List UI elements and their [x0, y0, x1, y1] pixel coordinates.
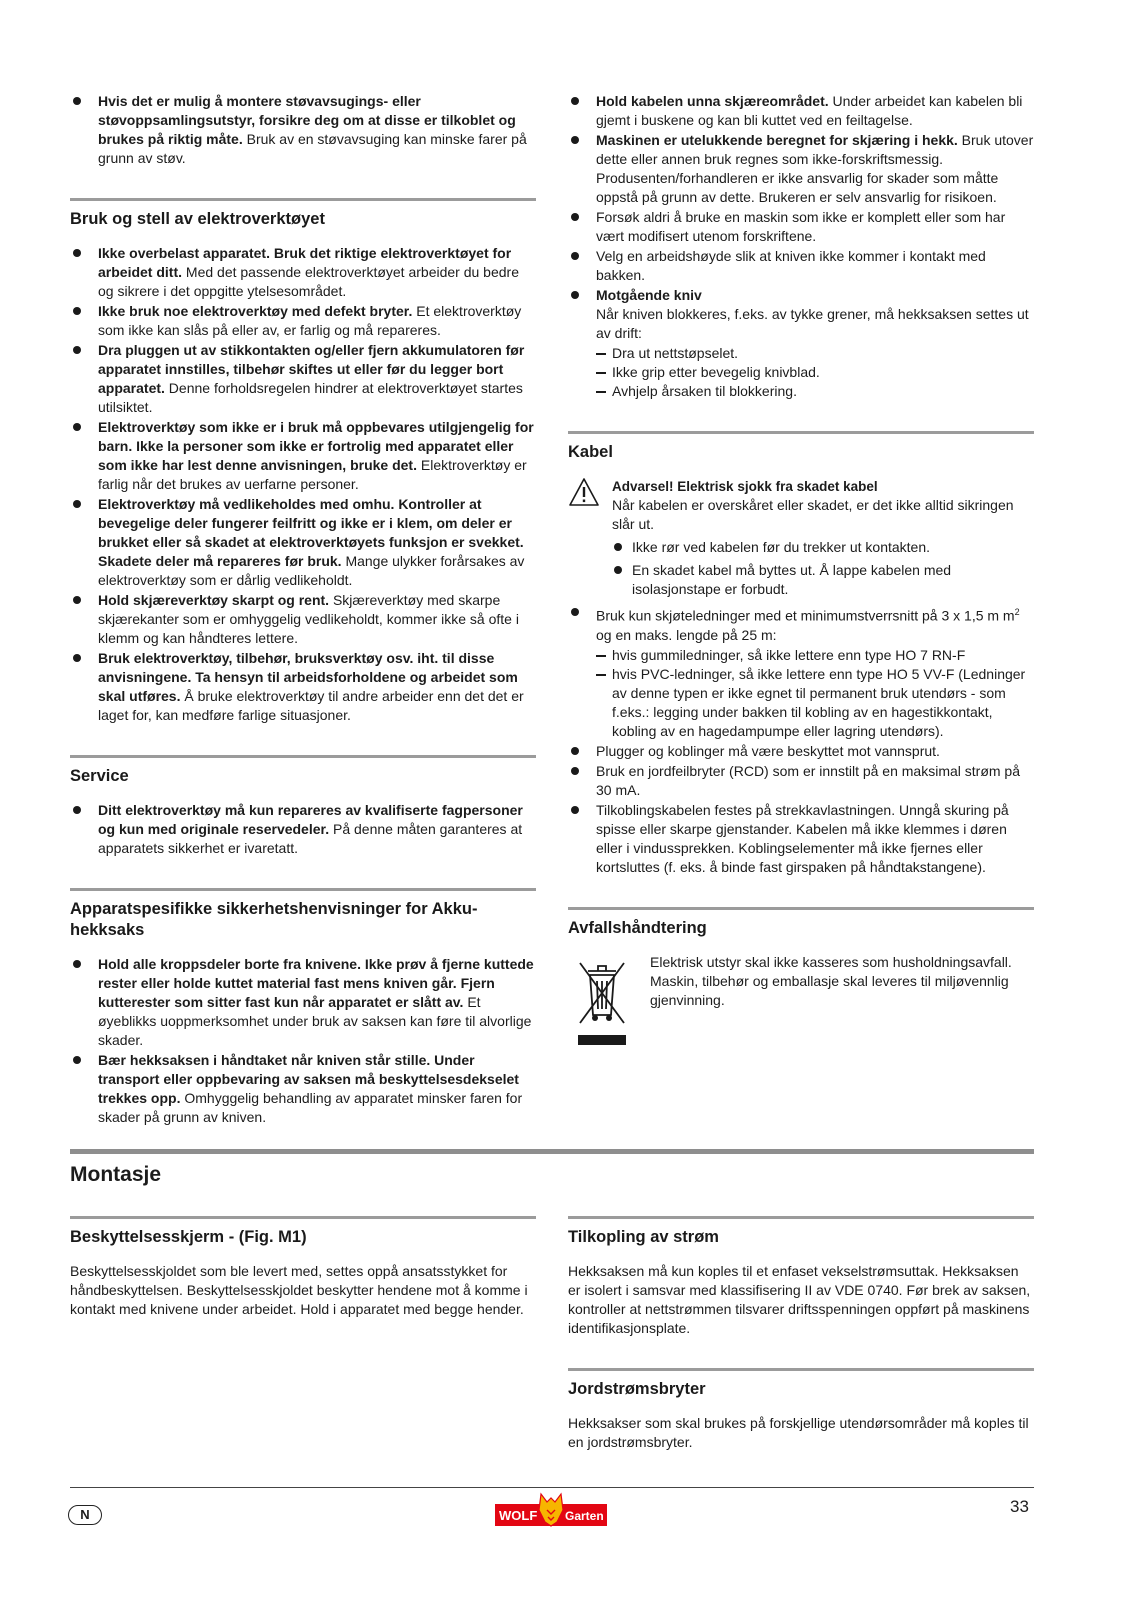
list-item: Ikke bruk noe elektroverktøy med defekt bryter. Et elektroverktøy som ikke kan slås på eller av, er farlig og må repareres.: [70, 302, 536, 340]
list-item: Ikke rør ved kabelen før du trekker ut kontakten.: [568, 538, 1034, 557]
paragraph: Hekksakser som skal brukes på forskjellige utendørsområder må koples til en jordstrømsbryter.: [568, 1415, 1029, 1450]
list-item: Ikke overbelast apparatet. Bruk det riktige elektroverktøyet for arbeidet ditt. Med det passende elektroverktøyet arbeider du bedre og sikrere i det oppgitte ytelsesområdet.: [70, 244, 536, 301]
dash-item: Avhjelp årsaken til blokkering.: [568, 382, 1034, 401]
list-item: Elektroverktøy som ikke er i bruk må oppbevares utilgjengelig for barn. Ikke la personer som ikke er fortrolig med apparatet eller som ikke har lest denne anvisningen, bruke det. Elektroverktøy er farlig når det brukes av uerfarne personer.: [70, 418, 536, 494]
language-badge: N: [68, 1505, 102, 1525]
section-heading: Bruk og stell av elektroverktøyet: [70, 198, 536, 230]
warning-icon: [568, 477, 600, 507]
dash-item: hvis PVC-ledninger, så ikke lettere enn type HO 5 VV-F (Ledninger av denne typen er ikke egnet til permanent bruk utendørs - som f.eks.: legging under bakken til kobling av en hagestikkontakt, kobling av en hagedampumpe eller lagring utendørs).: [568, 665, 1034, 741]
section-heading: Service: [70, 755, 536, 787]
chapter-title: Montasje: [70, 1149, 1034, 1188]
section-heading: Tilkopling av strøm: [568, 1216, 1034, 1248]
list-item: Bruk kun skjøteledninger med et minimumstverrsnitt på 3 x 1,5 m $m^2$ og en maks. lengde på 25 m:: [568, 603, 1034, 645]
warning-title: Advarsel! Elektrisk sjokk fra skadet kabel: [612, 479, 878, 494]
waste-block: [568, 953, 1034, 1053]
list-item: Forsøk aldri å bruke en maskin som ikke er komplett eller som har vært modifisert utenom forskriftene.: [568, 208, 1034, 246]
list-item: Elektroverktøy må vedlikeholdes med omhu. Kontroller at bevegelige deler fungerer feilfritt og ikke er i klem, om deler er brukket eller så skadet at elektroverktøyets funksjon er svekket. Skadete deler må repareres før bruk. Mange ulykker forårsakes av elektroverktøy som er dårlig vedlikeholdt.: [70, 495, 536, 590]
warning-text: Når kabelen er overskåret eller skadet, er det ikke alltid sikringen slår ut.: [612, 497, 1014, 532]
list-item: Hvis det er mulig å montere støvavsugings- eller støvoppsamlingsutstyr, forsikre deg om at disse er tilkoblet og brukes på riktig måte. Bruk av en støvavsuging kan minske farer på grunn av støv.: [70, 92, 536, 168]
list-item: Ditt elektroverktøy må kun repareres av kvalifiserte fagpersoner og kun med originale reservedeler. På denne måten garanteres at apparatets sikkerhet er ivaretatt.: [70, 801, 536, 858]
list-item: Hold alle kroppsdeler borte fra knivene. Ikke prøv å fjerne kuttede rester eller holde kuttet material fast mens kniven går. Fjern kutterester som sitter fast kun når apparatet er slått av. Et øyeblikks uoppmerksomhet under bruk av saksen kan føre til alvorlige skader.: [70, 955, 536, 1050]
section-heading: Kabel: [568, 431, 1034, 463]
crossed-bin-icon: [574, 953, 630, 1049]
list-item: Plugger og koblinger må være beskyttet mot vannsprut.: [568, 742, 1034, 761]
dash-item: Dra ut nettstøpselet.: [568, 344, 1034, 363]
section-heading: Jordstrømsbryter: [568, 1368, 1034, 1400]
list-item: Bær hekksaksen i håndtaket når kniven står stille. Under transport eller oppbevaring av saksen må beskyttelsesdekselet trekkes opp. Omhyggelig behandling av apparatet minsker faren for skader på grunn av kniven.: [70, 1051, 536, 1127]
section-heading: Avfallshåndtering: [568, 907, 1034, 939]
dash-item: hvis gummiledninger, så ikke lettere enn type HO 7 RN-F: [568, 646, 1034, 665]
right-column: [568, 92, 1034, 1053]
logo-wolf-text: WOLF: [499, 1508, 538, 1523]
list-item: Maskinen er utelukkende beregnet for skjæring i hekk. Bruk utover dette eller annen bruk regnes som ikke-forskriftsmessig. Produsenten/forhandleren er ikke ansvarlig for skader som måtte oppstå på grunn av dette. Brukeren er selv ansvarlig for risikoen.: [568, 131, 1034, 207]
list-item: Velg en arbeidshøyde slik at kniven ikke kommer i kontakt med bakken.: [568, 247, 1034, 285]
list-item: Bruk en jordfeilbryter (RCD) som er innstilt på en maksimal strøm på 30 mA.: [568, 762, 1034, 800]
list-item: Dra pluggen ut av stikkontakten og/eller fjern akkumulatoren før apparatet innstilles, tilbehør skiftes ut eller før du legger bort apparatet. Denne forholdsregelen hindrer at elektroverktøyet startes utilsiktet.: [70, 341, 536, 417]
waste-text: Elektrisk utstyr skal ikke kasseres som husholdningsavfall. Maskin, tilbehør og emballasje skal leveres til miljøvennlig gjenvinning.: [650, 953, 1012, 1008]
logo-garten-text: Garten: [565, 1509, 604, 1523]
montasje-right: [568, 1216, 1034, 1452]
list-item: Hold skjæreverktøy skarpt og rent. Skjæreverktøy med skarpe skjærekanter som er omhyggelig vedlikeholdt, kommer ikke så ofte i klemm og kan håndteres lettere.: [70, 591, 536, 648]
page-number: 33: [1010, 1497, 1029, 1516]
list-item: Bruk elektroverktøy, tilbehør, bruksverktøy osv. iht. til disse anvisningene. Ta hensyn til arbeidsforholdene og arbeidet som skal utføres. Å bruke elektroverktøy til andre arbeider enn det det er laget for, kan medføre farlige situasjoner.: [70, 649, 536, 725]
list-item: Motgående kniv Når kniven blokkeres, f.eks. av tykke grener, må hekksaksen settes ut av drift:: [568, 286, 1034, 343]
paragraph: Hekksaksen må kun koples til et enfaset vekselstrømsuttak. Hekksaksen er isolert i samsvar med klassifisering II av VDE 0740. Før brek av saksen, kontroller at nettstrømmen tilsvarer driftsspenningen oppført på maskinens identifikasjonsplate.: [568, 1263, 1031, 1336]
footer-divider: [70, 1487, 1034, 1488]
warning-block: [568, 477, 1034, 534]
dash-item: Ikke grip etter bevegelig knivblad.: [568, 363, 1034, 382]
left-column: [70, 92, 536, 1128]
wolf-garten-logo: [495, 1490, 607, 1534]
section-heading: Beskyttelsesskjerm - (Fig. M1): [70, 1216, 536, 1248]
list-item: Hold kabelen unna skjæreområdet. Under arbeidet kan kabelen bli gjemt i buskene og kan bli kuttet ved en feiltagelse.: [568, 92, 1034, 130]
montasje-left: [70, 1216, 536, 1319]
section-heading: Apparatspesifikke sikkerhetshenvisninger for Akku-hekksaks: [70, 888, 536, 941]
list-item: En skadet kabel må byttes ut. Å lappe kabelen med isolasjonstape er forbudt.: [568, 561, 1034, 599]
paragraph: Beskyttelsesskjoldet som ble levert med, settes oppå ansatsstykket for håndbeskyttelsen. Beskyttelsesskjoldet beskytter hendene mot å komme i kontakt med knivene under arbeidet. Hold i apparatet med begge hender.: [70, 1263, 528, 1317]
list-item: Tilkoblingskabelen festes på strekkavlastningen. Unngå skuring på spisse eller skarpe gjenstander. Kabelen må ikke klemmes i døren eller i vindussprekken. Koblingselementer må ikke fjernes eller kortsluttes (f. eks. å binde fast girspaken på håndtakstangene).: [568, 801, 1034, 877]
